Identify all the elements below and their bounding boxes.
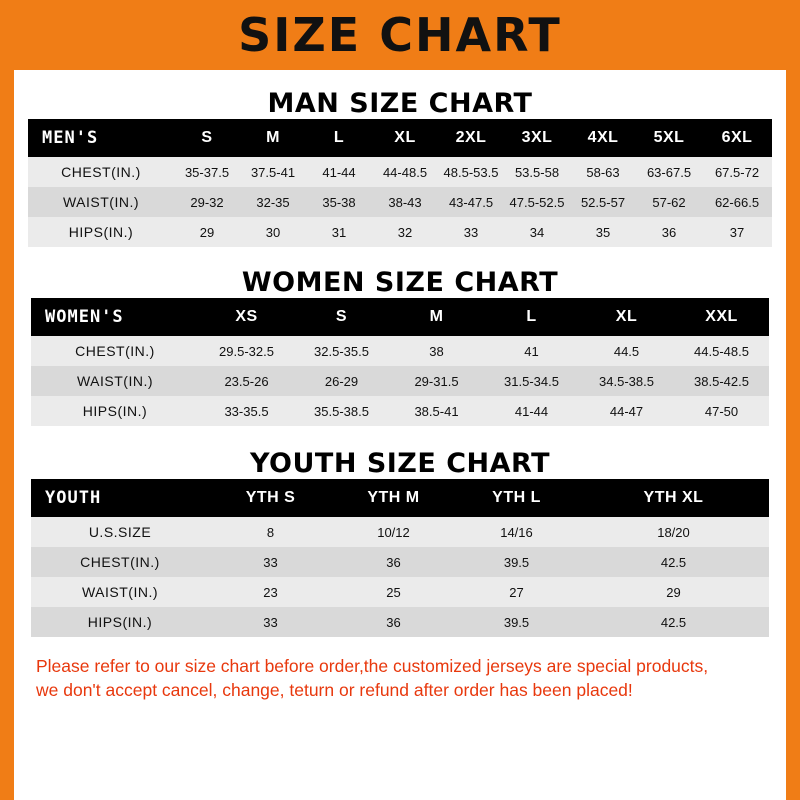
women-cell-0-0: 29.5-32.5 [219,343,274,359]
man-cell-0-7: 63-67.5 [646,164,692,180]
youth-size-table [31,479,769,637]
man-cell-1-8: 62-66.5 [714,194,760,210]
youth-row-2-label: WAIST(IN.) [81,584,159,600]
women-cell-1-0: 23.5-26 [224,373,269,389]
man-cell-1-2: 35-38 [322,194,356,210]
youth-cell-0-2: 14/16 [500,524,533,540]
youth-cell-3-1: 36 [386,614,401,630]
women-cell-2-2: 38.5-41 [414,403,459,419]
man-cell-2-3: 32 [397,224,413,240]
man-col-0: S [201,129,213,146]
page-title: SIZE CHART [238,8,562,62]
women-col-2: M [429,308,444,325]
women-cell-1-1: 26-29 [324,373,359,389]
youth-cell-1-2: 39.5 [503,554,530,570]
man-col-4: 2XL [455,129,487,146]
women-cell-2-0: 33-35.5 [224,403,269,419]
youth-cell-3-2: 39.5 [503,614,530,630]
women-cell-1-2: 29-31.5 [414,373,459,389]
man-size-table [28,119,772,247]
man-cell-0-2: 41-44 [322,164,356,180]
man-section-title: MAN SIZE CHART [267,88,533,119]
footer-note-line-1: Please refer to our size chart before order,the customized jerseys are special products, [36,656,709,676]
youth-cell-0-1: 10/12 [377,524,410,540]
man-cell-2-5: 34 [529,224,545,240]
banner [14,0,786,70]
women-corner-label: WOMEN'S [45,307,124,327]
man-cell-2-1: 30 [265,224,281,240]
youth-cell-2-1: 25 [386,584,401,600]
man-cell-0-3: 44-48.5 [382,164,428,180]
youth-cell-2-3: 29 [666,584,681,600]
youth-col-3: YTH XL [643,489,704,506]
man-row-0-label: CHEST(IN.) [61,164,141,180]
man-col-8: 6XL [721,129,753,146]
youth-row-0-label: U.S.SIZE [88,524,152,540]
women-cell-0-3: 41 [524,343,539,359]
women-cell-2-5: 47-50 [704,403,739,419]
man-col-2: L [333,129,345,146]
youth-cell-0-3: 18/20 [657,524,690,540]
women-cell-1-3: 31.5-34.5 [504,373,559,389]
youth-row-3-label: HIPS(IN.) [87,614,153,630]
youth-section-title: YOUTH SIZE CHART [249,448,551,479]
women-col-1: S [335,308,348,325]
women-col-5: XXL [705,308,738,325]
man-cell-2-0: 29 [199,224,215,240]
table-row [31,517,769,547]
man-col-3: XL [394,129,416,146]
women-row-2-label: HIPS(IN.) [82,403,148,419]
man-cell-1-4: 43-47.5 [448,194,494,210]
man-cell-1-3: 38-43 [388,194,422,210]
man-cell-1-6: 52.5-57 [580,194,626,210]
man-row-1-label: WAIST(IN.) [62,194,140,210]
youth-col-0: YTH S [245,489,296,506]
women-cell-0-5: 44.5-48.5 [694,343,749,359]
youth-cell-2-2: 27 [509,584,524,600]
man-cell-1-5: 47.5-52.5 [509,194,565,210]
table-header-row [31,298,769,336]
women-cell-2-1: 35.5-38.5 [314,403,369,419]
women-section-title: WOMEN SIZE CHART [241,267,559,298]
man-col-5: 3XL [521,129,553,146]
youth-col-1: YTH M [367,489,420,506]
youth-cell-3-3: 42.5 [660,614,687,630]
man-cell-0-6: 58-63 [586,164,620,180]
youth-cell-1-1: 36 [386,554,401,570]
table-header-row [28,119,772,157]
youth-cell-2-0: 23 [263,584,278,600]
women-col-0: XS [235,308,258,325]
man-cell-0-4: 48.5-53.5 [443,164,499,180]
footer-note [36,655,764,702]
table-row [28,217,772,247]
table-header-row [31,479,769,517]
youth-cell-3-0: 33 [263,614,278,630]
youth-cell-1-0: 33 [263,554,278,570]
women-cell-0-1: 32.5-35.5 [314,343,369,359]
table-row [31,607,769,637]
youth-cell-1-3: 42.5 [660,554,687,570]
women-col-3: L [526,308,537,325]
man-cell-0-8: 67.5-72 [714,164,760,180]
footer-note-line-2: we don't accept cancel, change, teturn or refund after order has been placed! [36,679,633,700]
man-cell-0-1: 37.5-41 [250,164,296,180]
youth-col-2: YTH L [492,489,541,506]
table-row [28,187,772,217]
table-row [31,547,769,577]
man-corner-label: MEN'S [42,128,99,148]
table-row [31,396,769,426]
man-col-1: M [266,129,280,146]
man-cell-1-1: 32-35 [256,194,290,210]
women-cell-1-5: 38.5-42.5 [694,373,749,389]
man-cell-0-5: 53.5-58 [514,164,560,180]
man-cell-2-7: 36 [661,224,677,240]
man-col-6: 4XL [587,129,619,146]
youth-corner-label: YOUTH [45,488,102,508]
women-row-0-label: CHEST(IN.) [75,343,155,359]
man-cell-2-2: 31 [331,224,347,240]
table-row [28,157,772,187]
women-size-table [31,298,769,426]
man-cell-2-6: 35 [595,224,611,240]
table-row [31,366,769,396]
women-cell-0-4: 44.5 [613,343,640,359]
table-row [31,577,769,607]
women-cell-2-4: 44-47 [609,403,644,419]
women-col-4: XL [615,308,638,325]
man-row-2-label: HIPS(IN.) [68,224,134,240]
women-cell-1-4: 34.5-38.5 [599,373,654,389]
man-cell-1-0: 29-32 [190,194,224,210]
women-cell-0-2: 38 [429,343,444,359]
man-cell-0-0: 35-37.5 [184,164,230,180]
man-cell-1-7: 57-62 [652,194,686,210]
women-cell-2-3: 41-44 [514,403,549,419]
youth-cell-0-0: 8 [266,524,275,540]
table-row [31,336,769,366]
man-cell-2-8: 37 [729,224,745,240]
youth-row-1-label: CHEST(IN.) [80,554,160,570]
man-cell-2-4: 33 [463,224,479,240]
man-col-7: 5XL [653,129,685,146]
women-row-1-label: WAIST(IN.) [76,373,154,389]
